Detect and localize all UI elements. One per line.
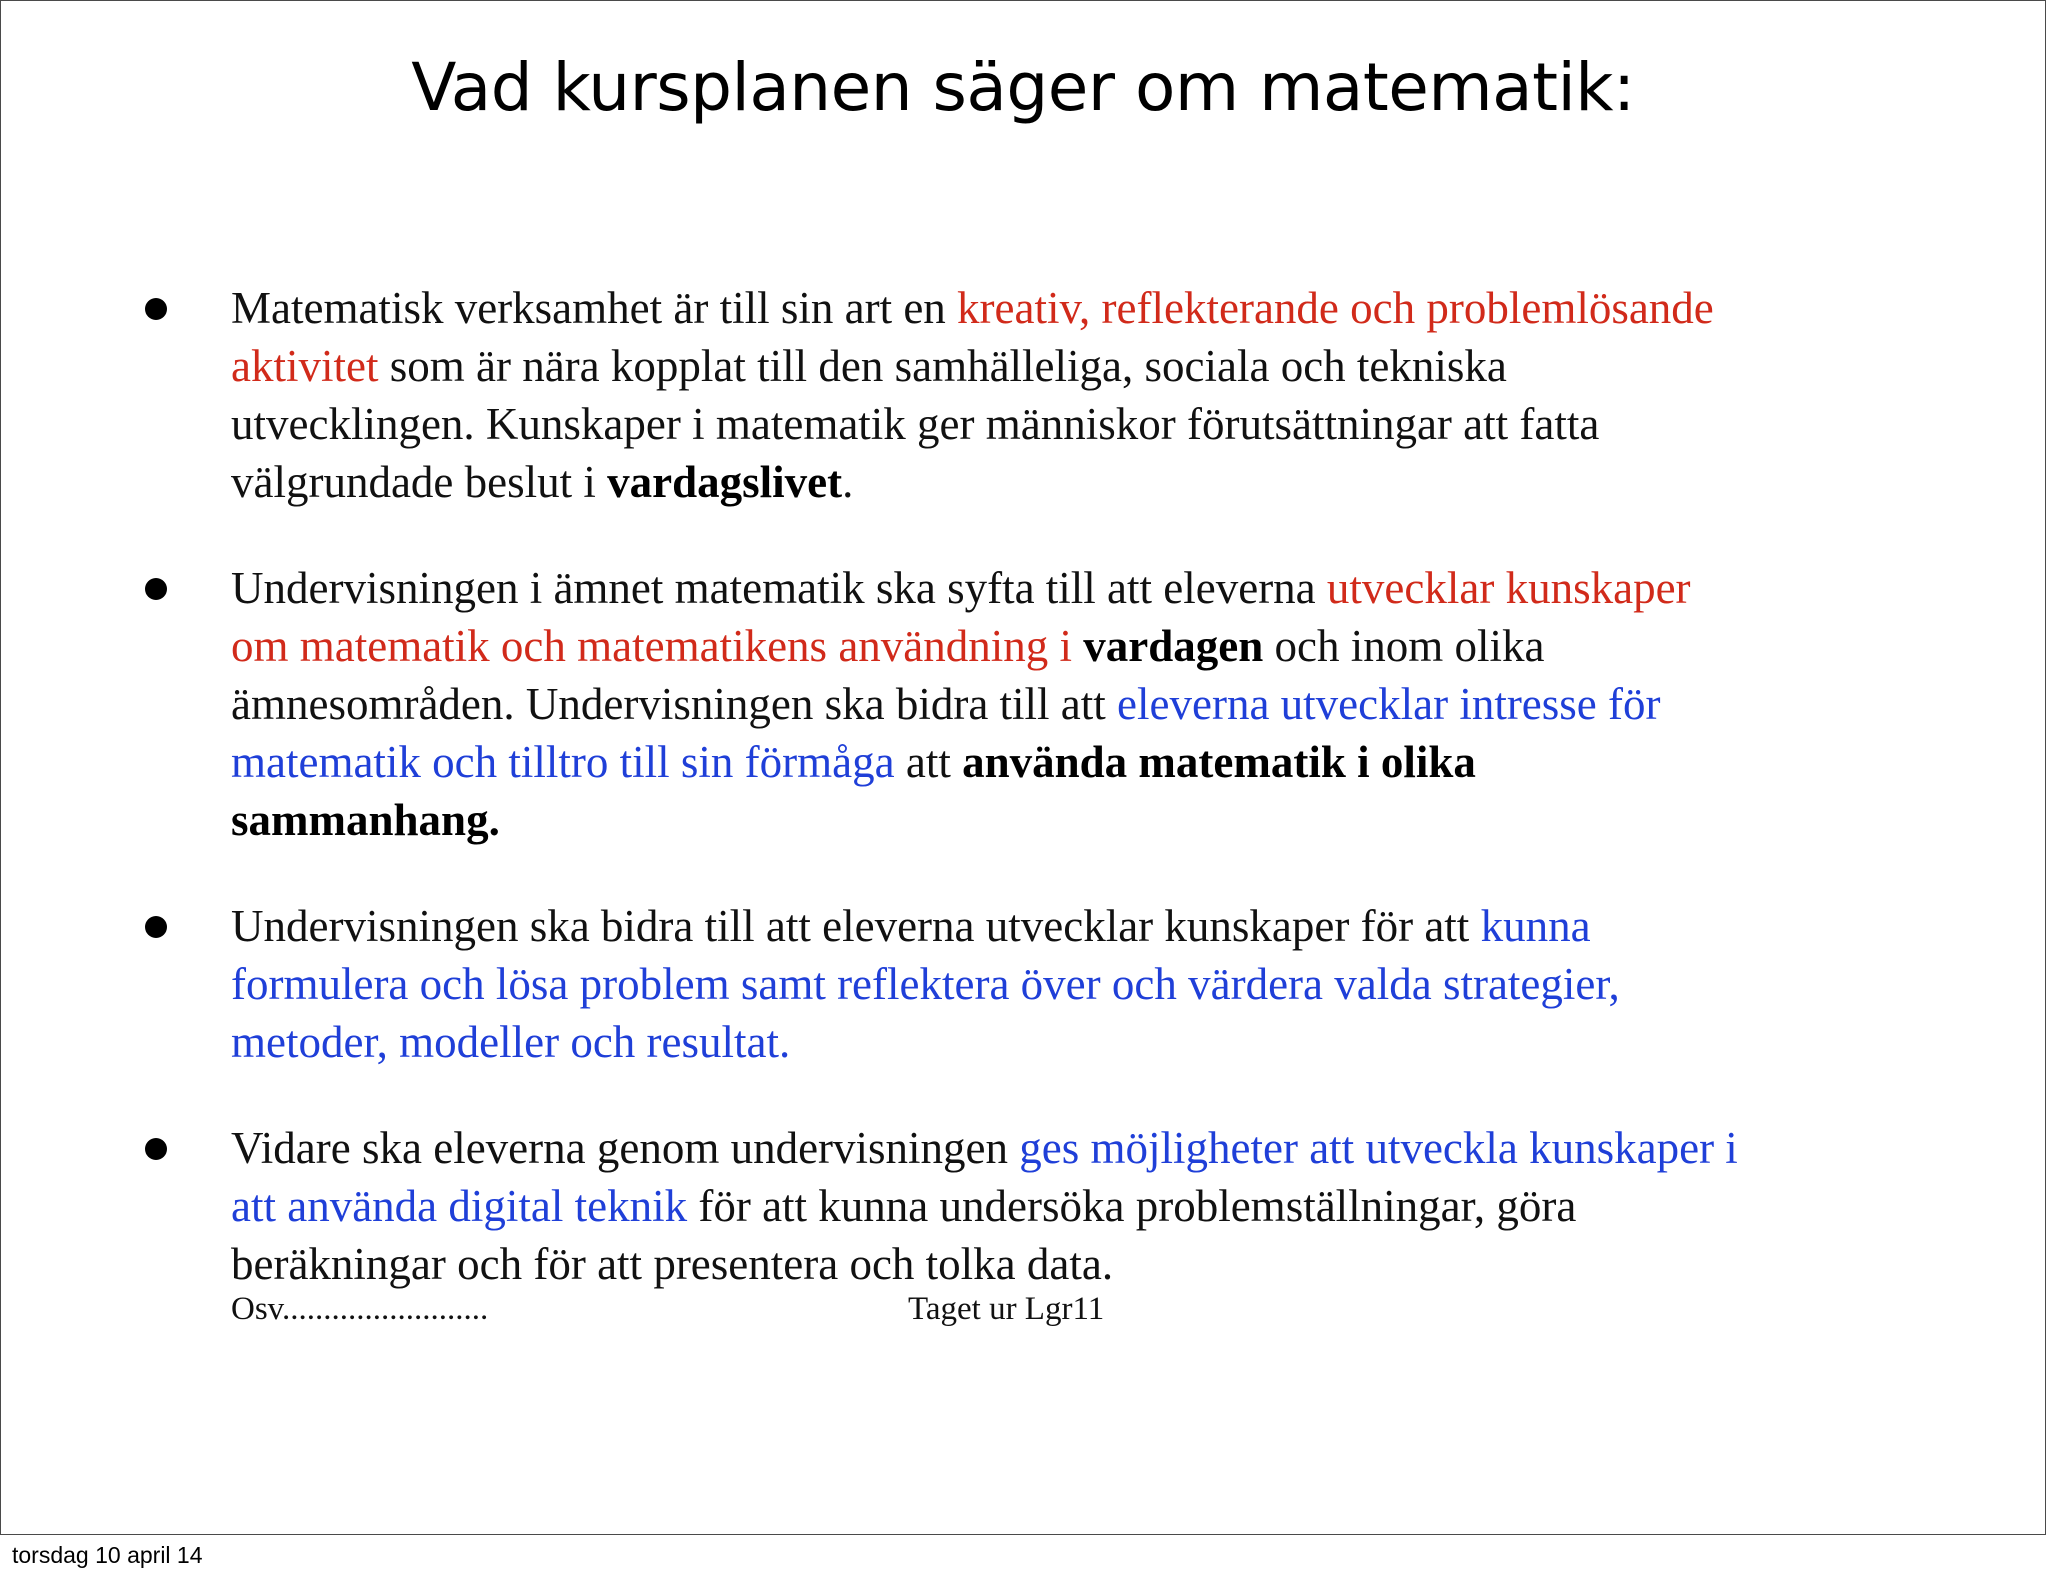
bullet-dot-icon — [145, 916, 167, 938]
source-row — [231, 1291, 1631, 1331]
bullet-segment-normal: Undervisningen i ämnet matematik ska syfta till att eleverna — [231, 563, 1327, 613]
bullet-text — [231, 279, 1751, 511]
bullet-text — [231, 897, 1751, 1071]
bullet-segment-normal: som är nära kopplat till den samhälleliga, sociala och tekniska utvecklingen. Kunskaper i matematik ger människor förutsättningar att fatta välgrundade beslut i — [231, 341, 1600, 507]
bullet-dot-icon — [145, 578, 167, 600]
bullet-segment-blue: ges möjligheter att utveckla kunskaper i att använda digital teknik — [231, 1123, 1738, 1231]
bullet-segment-normal: och inom olika ämnesområden. Undervisningen ska bidra till att — [231, 621, 1545, 729]
bullet-segment-bold: använda matematik i olika sammanhang. — [231, 737, 1476, 845]
bullet-segment-bold: vardagslivet — [607, 457, 843, 507]
bullet-segment-normal: för att kunna undersöka problemställningar, göra beräkningar och för att presentera och tolka data. — [231, 1181, 1577, 1289]
bullet-segment-normal: . — [842, 457, 854, 507]
bullet-segment-bold: vardagen — [1083, 621, 1264, 671]
bullet-segment-blue: kunna formulera och lösa problem samt reflektera över och värdera valda strategier, metoder, modeller och resultat. — [231, 901, 1620, 1067]
bullet-segment-normal: Matematisk verksamhet är till sin art en — [231, 283, 958, 333]
bullet-dot-icon — [145, 298, 167, 320]
bullet-dot-icon — [145, 1138, 167, 1160]
footer-date: torsdag 10 april 14 — [12, 1542, 203, 1568]
bullet-segment-red: kreativ, reflekterande och problemlösande aktivitet — [231, 283, 1714, 391]
bullet-segment-normal: att — [894, 737, 963, 787]
source-note: Taget ur Lgr11 — [908, 1291, 1105, 1327]
bullet-text — [231, 559, 1751, 849]
slide-title: Vad kursplanen säger om matematik: — [411, 49, 1635, 126]
ellipsis-text: Osv......................... — [231, 1291, 489, 1327]
bullet-segment-normal: Undervisningen ska bidra till att eleverna utvecklar kunskaper för att — [231, 901, 1481, 951]
bullet-segment-normal: Vidare ska eleverna genom undervisningen — [231, 1123, 1020, 1173]
bullet-segment-blue: eleverna utvecklar intresse för matematik och tilltro till sin förmåga — [231, 679, 1661, 787]
bullet-segment-red: utvecklar kunskaper om matematik och matematikens användning i — [231, 563, 1691, 671]
bullet-text — [231, 1119, 1751, 1293]
